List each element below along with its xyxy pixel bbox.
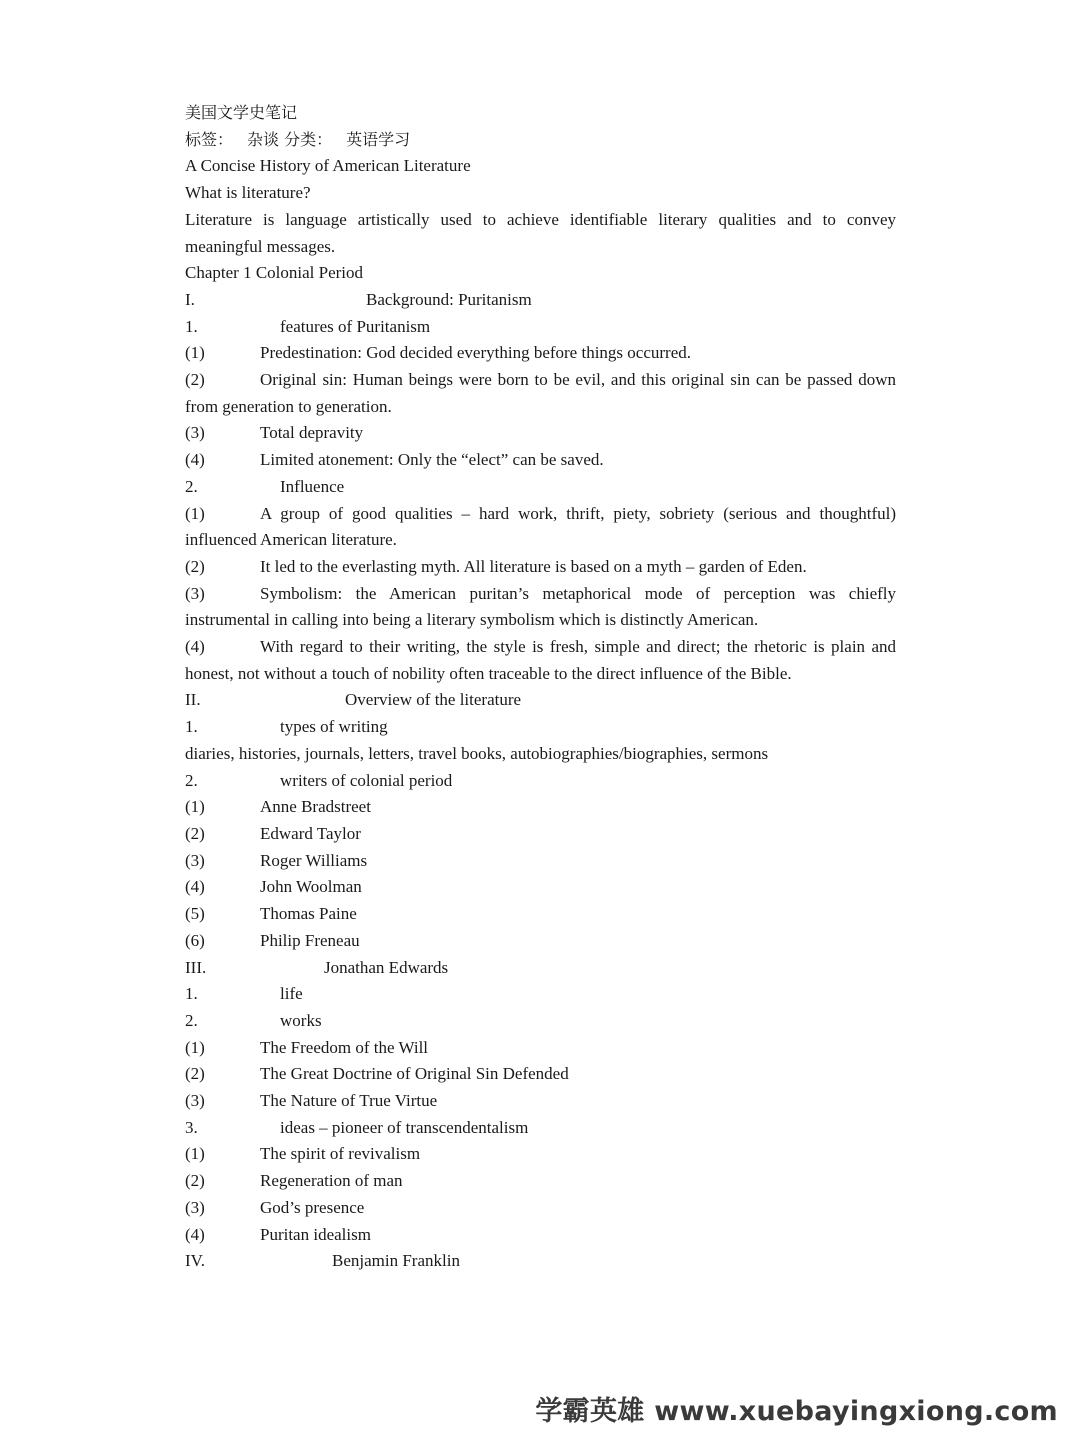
subsection-number: 1. (185, 717, 198, 737)
item-text: Limited atonement: Only the “elect” can be saved. (260, 450, 604, 470)
list-item (185, 1088, 896, 1115)
list-item (185, 1035, 896, 1062)
tags-category-line (185, 127, 896, 154)
section-number: II. (185, 690, 201, 710)
section-number: I. (185, 289, 195, 309)
list-item (185, 794, 896, 821)
question-heading: What is literature? (185, 183, 311, 203)
item-text: John Woolman (260, 877, 362, 897)
list-item (185, 340, 896, 367)
subsection-title: features of Puritanism (280, 316, 431, 336)
item-number: (3) (185, 583, 205, 603)
types-of-writing-text: diaries, histories, journals, letters, travel books, autobiographies/biographies, sermons (185, 743, 769, 763)
subsection-heading (185, 314, 896, 341)
list-item (185, 447, 896, 474)
item-number: (3) (185, 850, 205, 870)
subsection-number: 3. (185, 1117, 198, 1137)
item-text: Thomas Paine (260, 904, 357, 924)
list-item (185, 1222, 896, 1249)
item-number: (4) (185, 1224, 205, 1244)
category-value: 英语学习 (346, 129, 411, 149)
section-heading (185, 687, 896, 714)
tags-label: 标签： (185, 129, 234, 149)
item-text: Philip Freneau (260, 930, 360, 950)
item-text: With regard to their writing, the style is fresh, simple and direct; the rhetoric is plain and honest, not without a touch of nobility often traceable to the direct influence of the Bible. (185, 637, 896, 683)
subsection-heading (185, 768, 896, 795)
site-watermark: 学霸英雄 www.xuebayingxiong.com (535, 1396, 1058, 1427)
tags-value: 杂谈 (247, 129, 280, 149)
subsection-number: 2. (185, 1010, 198, 1030)
subsection-title: types of writing (280, 717, 388, 737)
list-item (185, 501, 896, 554)
subsection-heading (185, 981, 896, 1008)
subsection-number: 1. (185, 984, 198, 1004)
item-number: (2) (185, 1171, 205, 1191)
section-title: Benjamin Franklin (332, 1251, 460, 1271)
list-item (185, 1141, 896, 1168)
item-number: (2) (185, 823, 205, 843)
item-number: (3) (185, 423, 205, 443)
item-text: The Great Doctrine of Original Sin Defended (260, 1064, 569, 1084)
section-number: III. (185, 957, 207, 977)
item-number: (1) (185, 1144, 205, 1164)
subsection-title: ideas – pioneer of transcendentalism (280, 1117, 529, 1137)
subsection-number: 1. (185, 316, 198, 336)
list-item (185, 634, 896, 687)
list-item (185, 874, 896, 901)
list-item (185, 1168, 896, 1195)
item-text: The spirit of revivalism (260, 1144, 421, 1164)
item-number: (3) (185, 1091, 205, 1111)
item-text: Regeneration of man (260, 1171, 403, 1191)
list-item (185, 928, 896, 955)
item-text: Original sin: Human beings were born to be evil, and this original sin can be passed down from generation to generation. (185, 370, 896, 416)
item-number: (1) (185, 503, 205, 523)
item-number: (2) (185, 556, 205, 576)
section-heading (185, 287, 896, 314)
item-text: Edward Taylor (260, 823, 361, 843)
book-title: A Concise History of American Literature (185, 156, 471, 176)
subsection-title: Influence (280, 476, 345, 496)
item-number: (4) (185, 450, 205, 470)
section-number: IV. (185, 1251, 205, 1271)
subsection-title: life (280, 984, 303, 1004)
item-number: (1) (185, 343, 205, 363)
subsection-title: works (280, 1010, 322, 1030)
item-text: It led to the everlasting myth. All literature is based on a myth – garden of Eden. (260, 556, 807, 576)
item-text: Predestination: God decided everything before things occurred. (260, 343, 692, 363)
list-item (185, 1061, 896, 1088)
item-text: Roger Williams (260, 850, 368, 870)
list-item (185, 581, 896, 634)
item-text: The Freedom of the Will (260, 1037, 429, 1057)
item-text: Total depravity (260, 423, 364, 443)
section-title: Background: Puritanism (366, 289, 532, 309)
list-item (185, 1195, 896, 1222)
item-text: Anne Bradstreet (260, 797, 371, 817)
subsection-number: 2. (185, 476, 198, 496)
item-number: (3) (185, 1197, 205, 1217)
subsection-heading (185, 474, 896, 501)
item-number: (4) (185, 877, 205, 897)
list-item (185, 367, 896, 420)
section-heading (185, 955, 896, 982)
item-text: A group of good qualities – hard work, thrift, piety, sobriety (serious and thoughtful) influenced American literature. (185, 503, 896, 550)
category-label: 分类： (284, 129, 333, 149)
item-number: (2) (185, 370, 205, 390)
section-heading (185, 1248, 896, 1275)
item-number: (2) (185, 1064, 205, 1084)
document-title: 美国文学史笔记 (185, 103, 298, 122)
definition-paragraph: Literature is language artistically used to achieve identifiable literary qualities and to convey meaningful messages. (185, 209, 896, 256)
item-text: God’s presence (260, 1197, 365, 1217)
item-number: (4) (185, 637, 205, 657)
item-text: The Nature of True Virtue (260, 1091, 438, 1111)
subsection-heading (185, 714, 896, 741)
subsection-heading (185, 1115, 896, 1142)
subsection-number: 2. (185, 770, 198, 790)
item-number: (1) (185, 1037, 205, 1057)
item-number: (1) (185, 797, 205, 817)
list-item (185, 848, 896, 875)
item-number: (6) (185, 930, 205, 950)
chapter-heading: Chapter 1 Colonial Period (185, 263, 364, 283)
list-item (185, 821, 896, 848)
list-item (185, 554, 896, 581)
section-title: Overview of the literature (345, 690, 522, 710)
list-item (185, 420, 896, 447)
item-number: (5) (185, 904, 205, 924)
item-text: Symbolism: the American puritan’s metaphorical mode of perception was chiefly instrumental in calling into being a literary symbolism which is distinctly American. (185, 583, 896, 630)
subsection-heading (185, 1008, 896, 1035)
section-title: Jonathan Edwards (324, 957, 449, 977)
document-page (185, 100, 896, 1275)
item-text: Puritan idealism (260, 1224, 371, 1244)
list-item (185, 901, 896, 928)
subsection-title: writers of colonial period (280, 770, 453, 790)
